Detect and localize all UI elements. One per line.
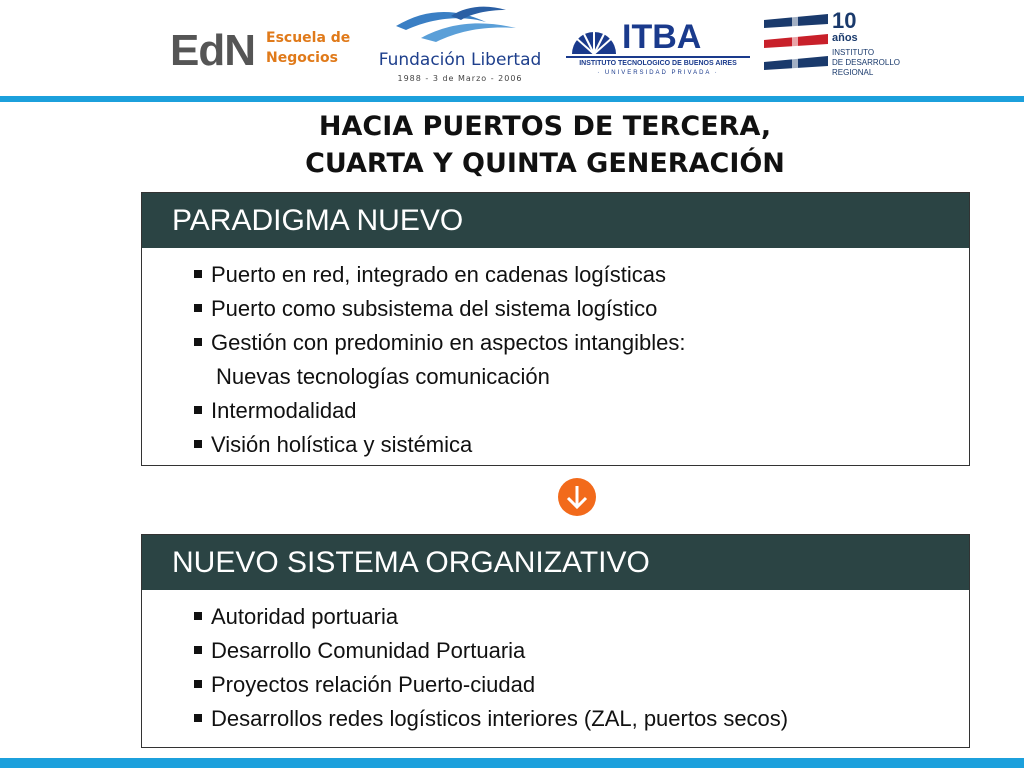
logo-bar [0,0,1024,96]
square-bullet-icon [194,338,202,346]
square-bullet-icon [194,714,202,722]
list-item: Puerto como subsistema del sistema logístico [194,292,969,326]
down-arrow-glyph [558,478,596,516]
slide-title [200,108,890,182]
square-bullet-icon [194,646,202,654]
list-item: Desarrollos redes logísticos interiores (ZAL, puertos secos) [194,702,969,736]
fundacion-libertad-name: Fundación Libertad [378,50,542,70]
edn-logo-mark: EdN [170,26,255,75]
square-bullet-icon [194,612,202,620]
idr-logo-anos: años [832,32,858,44]
square-bullet-icon [194,270,202,278]
nuevo-sistema-organizativo-list [142,590,969,736]
paradigma-nuevo-heading: PARADIGMA NUEVO [142,193,969,248]
idr-logo-line1: INSTITUTO [832,48,875,57]
instituto-desarrollo-regional-logo [762,8,912,84]
edn-logo [170,22,360,76]
slide-title-line1: HACIA PUERTOS DE TERCERA, [318,111,772,142]
list-item: Puerto en red, integrado en cadenas logísticas [194,258,969,292]
idr-logo-line2: DE DESARROLLO [832,58,901,67]
slide-title-line2: CUARTA Y QUINTA GENERACIÓN [305,148,785,179]
list-item: Autoridad portuaria [194,600,969,634]
idr-logo-number: 10 [832,8,857,33]
fundacion-libertad-logo [366,4,550,86]
nuevo-sistema-organizativo-box [141,534,970,748]
idr-logo-line3: REGIONAL [832,68,874,77]
down-arrow-icon [558,478,596,516]
header-divider [0,96,1024,102]
footer-bar [0,758,1024,768]
fundacion-libertad-dates: 1988 - 3 de Marzo - 2006 [397,74,523,83]
list-item: Proyectos relación Puerto-ciudad [194,668,969,702]
paradigma-nuevo-box [141,192,970,466]
itba-logo-name: ITBA [622,18,702,56]
list-item: Desarrollo Comunidad Portuaria [194,634,969,668]
edn-logo-line2: Negocios [266,50,338,66]
square-bullet-icon [194,680,202,688]
square-bullet-icon [194,440,202,448]
square-bullet-icon [194,304,202,312]
list-item: Gestión con predominio en aspectos intangibles: [194,326,969,360]
list-item: Intermodalidad [194,394,969,428]
nuevo-sistema-organizativo-heading: NUEVO SISTEMA ORGANIZATIVO [142,535,969,590]
edn-logo-line1: Escuela de [266,30,351,46]
list-item-continuation: Nuevas tecnologías comunicación [216,364,550,389]
itba-sun-icon [566,18,622,56]
list-item: Visión holística y sistémica [194,428,969,462]
square-bullet-icon [194,406,202,414]
itba-logo-subtitle2: · UNIVERSIDAD PRIVADA · [597,70,719,76]
itba-logo [566,18,750,78]
idr-emblem-icon [762,10,830,80]
bird-wings-icon [366,4,550,50]
paradigma-nuevo-list [142,248,969,462]
itba-logo-subtitle: INSTITUTO TECNOLOGICO DE BUENOS AIRES [566,56,750,67]
